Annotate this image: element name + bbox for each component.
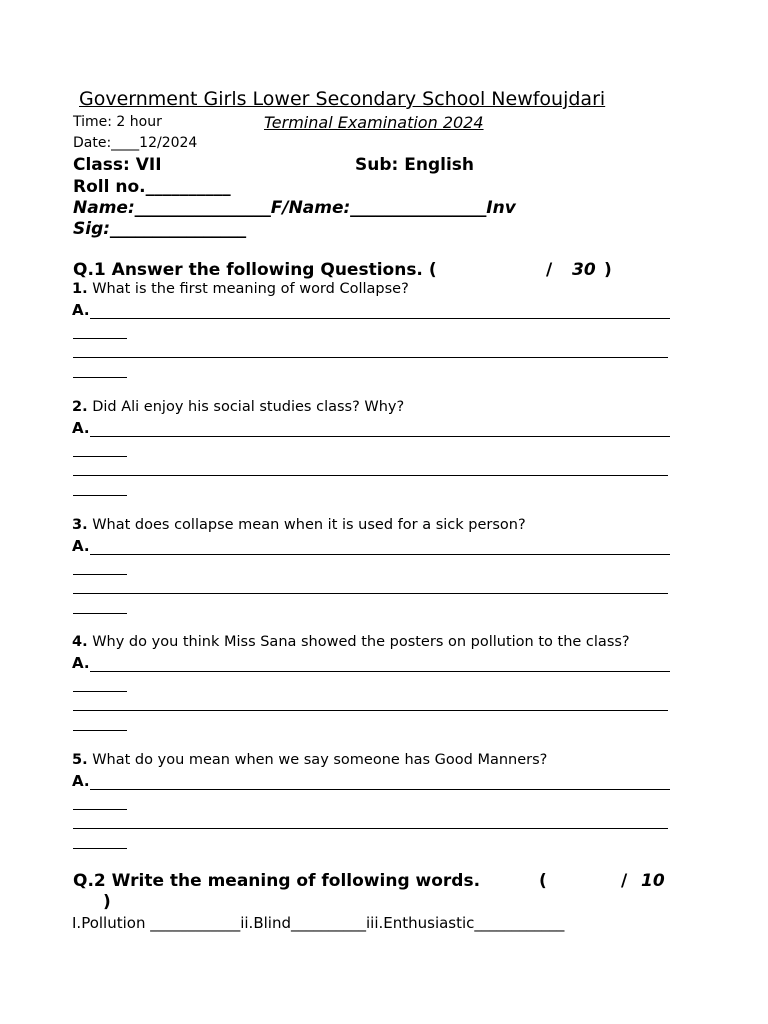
question-text-row — [72, 634, 630, 650]
answer-line-tail[interactable] — [73, 809, 127, 810]
answer-line[interactable] — [73, 475, 668, 476]
q2-marks-open: ( — [539, 871, 547, 891]
answer-line-tail[interactable] — [73, 456, 127, 457]
question-text-row — [72, 281, 409, 297]
question-text: Why do you think Miss Sana showed the posters on pollution to the class? — [92, 634, 630, 650]
answer-line-tail[interactable] — [73, 495, 127, 496]
answer-line-tail[interactable] — [73, 338, 127, 339]
name-fields: Name:________________F/Name:________________Inv — [73, 198, 516, 218]
q2-marks-slash: / — [621, 871, 628, 891]
answer-line[interactable] — [73, 828, 668, 829]
q1-total-marks: 30 — [572, 260, 596, 280]
school-name: Government Girls Lower Secondary School Newfoujdari — [79, 88, 606, 110]
answer-line-tail[interactable] — [73, 574, 127, 575]
answer-label: A. — [72, 537, 90, 555]
roll-number-field: Roll no.__________ — [73, 177, 231, 197]
time-label: Time: 2 hour — [73, 114, 162, 130]
question-number: 5. — [72, 752, 88, 768]
question-text: What is the first meaning of word Collapse? — [92, 281, 409, 297]
answer-line[interactable] — [73, 357, 668, 358]
question-text: What does collapse mean when it is used for a sick person? — [92, 517, 526, 533]
question-number: 2. — [72, 399, 88, 415]
answer-line-tail[interactable] — [73, 613, 127, 614]
question-number: 3. — [72, 517, 88, 533]
answer-line-tail[interactable] — [73, 377, 127, 378]
answer-label: A. — [72, 654, 90, 672]
date-label: Date:____12/2024 — [73, 135, 198, 151]
q2-heading: Q.2 Write the meaning of following words. — [73, 871, 481, 891]
question-text-row — [72, 752, 547, 768]
answer-line[interactable] — [90, 671, 670, 672]
answer-line[interactable] — [73, 593, 668, 594]
answer-line[interactable] — [73, 710, 668, 711]
q2-total-marks: 10 — [641, 871, 665, 891]
q2-word-list: I.Pollution ____________ii.Blind__________iii.Enthusiastic____________ — [72, 914, 565, 932]
answer-line[interactable] — [90, 554, 670, 555]
answer-line-tail[interactable] — [73, 848, 127, 849]
answer-label: A. — [72, 772, 90, 790]
answer-line[interactable] — [90, 318, 670, 319]
question-number: 1. — [72, 281, 88, 297]
q2-marks-close: ) — [103, 892, 111, 912]
answer-line[interactable] — [90, 436, 670, 437]
question-number: 4. — [72, 634, 88, 650]
answer-label: A. — [72, 419, 90, 437]
q1-marks-slash: / — [546, 260, 553, 280]
answer-label: A. — [72, 301, 90, 319]
question-text: Did Ali enjoy his social studies class? Why? — [92, 399, 405, 415]
signature-field: Sig:________________ — [73, 219, 247, 239]
answer-line[interactable] — [90, 789, 670, 790]
class-label: Class: VII — [73, 155, 162, 175]
question-text: What do you mean when we say someone has Good Manners? — [92, 752, 548, 768]
answer-line-tail[interactable] — [73, 730, 127, 731]
question-text-row — [72, 399, 404, 415]
answer-line-tail[interactable] — [73, 691, 127, 692]
subject-label: Sub: English — [355, 155, 474, 175]
question-text-row — [72, 517, 526, 533]
q1-heading: Q.1 Answer the following Questions. ( — [73, 260, 437, 280]
q1-marks-close: ) — [604, 260, 612, 280]
exam-title: Terminal Examination 2024 — [264, 113, 484, 132]
